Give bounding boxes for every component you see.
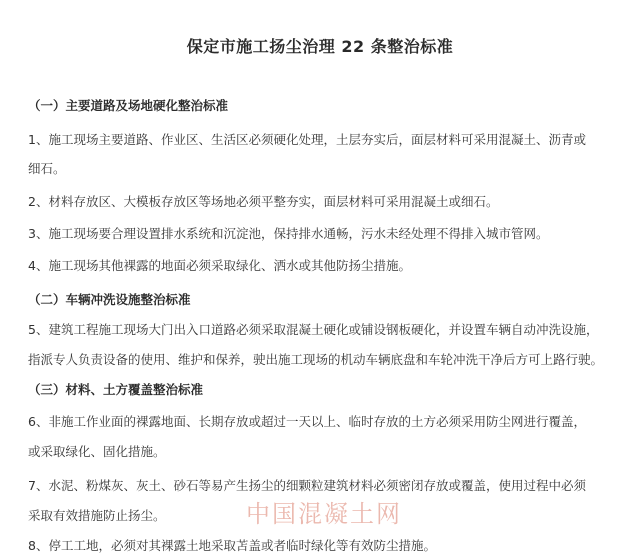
item-4-line-1: 4、施工现场其他裸露的地面必须采取绿化、洒水或其他防扬尘措施。: [28, 258, 411, 273]
item-1-line-2: 细石。: [28, 161, 66, 176]
item-1-line-1: 1、施工现场主要道路、作业区、生活区必须硬化处理，土层夯实后，面层材料可采用混凝土、沥青或: [28, 132, 586, 147]
item-6-line-1: 6、非施工作业面的裸露地面、长期存放或超过一天以上、临时存放的土方必须采用防尘网进行覆盖，: [28, 414, 586, 429]
item-6-line-2: 或采取绿化、固化措施。: [28, 444, 166, 459]
item-5-line-2: 指派专人负责设备的使用、维护和保养，驶出施工现场的机动车辆底盘和车轮冲洗干净后方可上路行驶。: [28, 352, 604, 367]
item-8-line-1: 8、停工工地，必须对其裸露土地采取苫盖或者临时绿化等有效防尘措施。: [28, 538, 436, 553]
item-5-line-1: 5、建筑工程施工现场大门出入口道路必须采取混凝土硬化或铺设钢板硬化，并设置车辆自动冲洗设施，: [28, 322, 599, 337]
section-heading-3: （三）材料、土方覆盖整治标准: [28, 382, 204, 397]
document-title: 保定市施工扬尘治理 22 条整治标准: [186, 37, 454, 56]
item-7-line-2: 采取有效措施防止扬尘。: [28, 508, 166, 523]
section-heading-1: （一）主要道路及场地硬化整治标准: [28, 98, 229, 113]
item-7-line-1: 7、水泥、粉煤灰、灰土、砂石等易产生扬尘的细颗粒建筑材料必须密闭存放或覆盖，使用过程中必须: [28, 478, 586, 493]
section-heading-2: （二）车辆冲洗设施整治标准: [28, 292, 191, 307]
item-2-line-1: 2、材料存放区、大模板存放区等场地必须平整夯实，面层材料可采用混凝土或细石。: [28, 194, 499, 209]
item-3-line-1: 3、施工现场要合理设置排水系统和沉淀池，保持排水通畅，污水未经处理不得排入城市管网。: [28, 226, 549, 241]
watermark-text: 中国混凝土网: [246, 500, 402, 528]
